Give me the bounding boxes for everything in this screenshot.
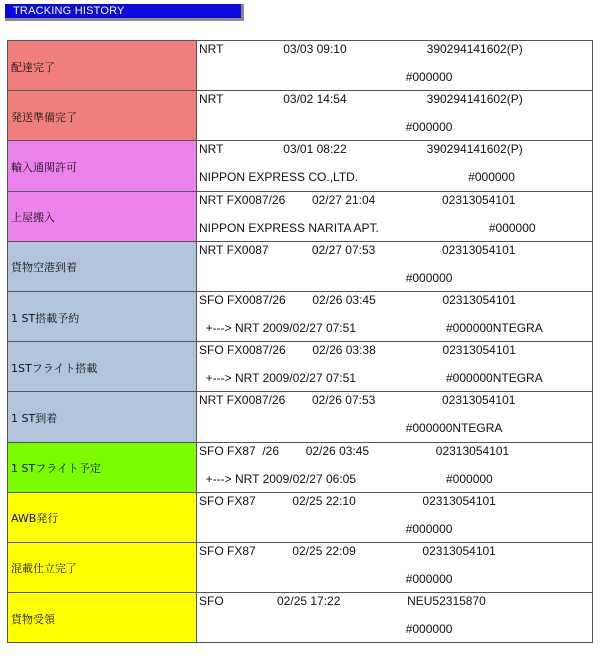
page-title: TRACKING HISTORY	[13, 5, 125, 17]
status-cell	[8, 443, 197, 493]
tracking-history-header	[5, 4, 244, 21]
detail-line-primary: SFO FX0087/26 02/26 03:45 02313054101	[199, 292, 516, 307]
detail-cell	[197, 593, 593, 643]
detail-line-primary: NRT 03/03 09:10 390294141602(P)	[199, 42, 523, 56]
status-label: 上屋搬入	[11, 211, 55, 225]
detail-cell	[197, 91, 593, 141]
status-label: 貨物受領	[11, 612, 55, 626]
detail-line-primary: SFO 02/25 17:22 NEU52315870	[199, 594, 486, 609]
detail-line-secondary: +---> NRT 2009/02/27 07:51 #000000NTEGRA	[199, 320, 543, 335]
status-label: 輸入通関許可	[11, 160, 77, 174]
status-label: 1STフライト搭載	[11, 361, 98, 375]
detail-cell	[197, 192, 593, 242]
history-row	[8, 543, 593, 593]
status-label: 1 ST到着	[11, 411, 58, 425]
detail-cell	[197, 292, 593, 342]
detail-line-secondary: #000000	[199, 521, 453, 536]
detail-line-primary: NRT FX0087/26 02/26 07:53 02313054101	[199, 393, 516, 408]
detail-cell	[197, 443, 593, 493]
tracking-history-table	[7, 40, 593, 643]
detail-line-primary: NRT FX0087/26 02/27 21:04 02313054101	[199, 192, 516, 207]
history-row	[8, 192, 593, 242]
detail-line-secondary: #000000	[199, 120, 453, 135]
history-row	[8, 41, 593, 91]
status-label: 混載仕立完了	[11, 562, 77, 576]
history-row	[8, 91, 593, 141]
detail-cell	[197, 543, 593, 593]
status-label: 配達完了	[11, 60, 55, 74]
status-label: 貨物空港到着	[11, 261, 77, 275]
detail-line-primary: SFO FX0087/26 02/26 03:38 02313054101	[199, 343, 516, 358]
detail-line-secondary: NIPPON EXPRESS NARITA APT. #000000	[199, 220, 536, 235]
detail-cell	[197, 242, 593, 292]
status-cell	[8, 543, 197, 593]
status-cell	[8, 141, 197, 191]
status-cell	[8, 593, 197, 643]
detail-cell	[197, 41, 593, 91]
history-row	[8, 141, 593, 191]
history-row	[8, 493, 593, 543]
detail-cell	[197, 493, 593, 543]
history-row	[8, 342, 593, 392]
detail-line-secondary: +---> NRT 2009/02/27 07:51 #000000NTEGRA	[199, 371, 543, 386]
detail-line-primary: SFO FX87 /26 02/26 03:45 02313054101	[199, 443, 510, 458]
status-cell	[8, 493, 197, 543]
detail-line-secondary: #000000	[199, 70, 453, 84]
detail-line-secondary: NIPPON EXPRESS CO.,LTD. #000000	[199, 170, 515, 185]
status-label: 1 ST搭載予約	[11, 311, 80, 325]
tracking-history-body	[8, 41, 593, 643]
detail-line-secondary: #000000	[199, 622, 453, 637]
detail-cell	[197, 392, 593, 442]
detail-line-secondary: #000000	[199, 270, 453, 285]
status-cell	[8, 342, 197, 392]
detail-line-primary: SFO FX87 02/25 22:09 02313054101	[199, 543, 496, 558]
history-row	[8, 443, 593, 493]
history-row	[8, 392, 593, 442]
detail-cell	[197, 141, 593, 191]
detail-line-primary: NRT 03/02 14:54 390294141602(P)	[199, 92, 523, 107]
detail-line-primary: NRT 03/01 08:22 390294141602(P)	[199, 142, 523, 157]
history-row	[8, 593, 593, 643]
detail-line-primary: SFO FX87 02/25 22:10 02313054101	[199, 493, 496, 508]
status-cell	[8, 242, 197, 292]
status-cell	[8, 292, 197, 342]
status-label: 1 STフライト予定	[11, 462, 101, 476]
status-cell	[8, 192, 197, 242]
detail-line-secondary: #000000	[199, 571, 453, 586]
detail-line-secondary: +---> NRT 2009/02/27 06:05 #000000	[199, 471, 493, 486]
status-cell	[8, 91, 197, 141]
status-label: AWB発行	[11, 512, 59, 526]
detail-cell	[197, 342, 593, 392]
status-cell	[8, 392, 197, 442]
history-row	[8, 242, 593, 292]
status-label: 発送準備完了	[11, 110, 77, 124]
detail-line-secondary: #000000NTEGRA	[199, 421, 503, 436]
status-cell	[8, 41, 197, 91]
detail-line-primary: NRT FX0087 02/27 07:53 02313054101	[199, 242, 516, 257]
history-row	[8, 292, 593, 342]
